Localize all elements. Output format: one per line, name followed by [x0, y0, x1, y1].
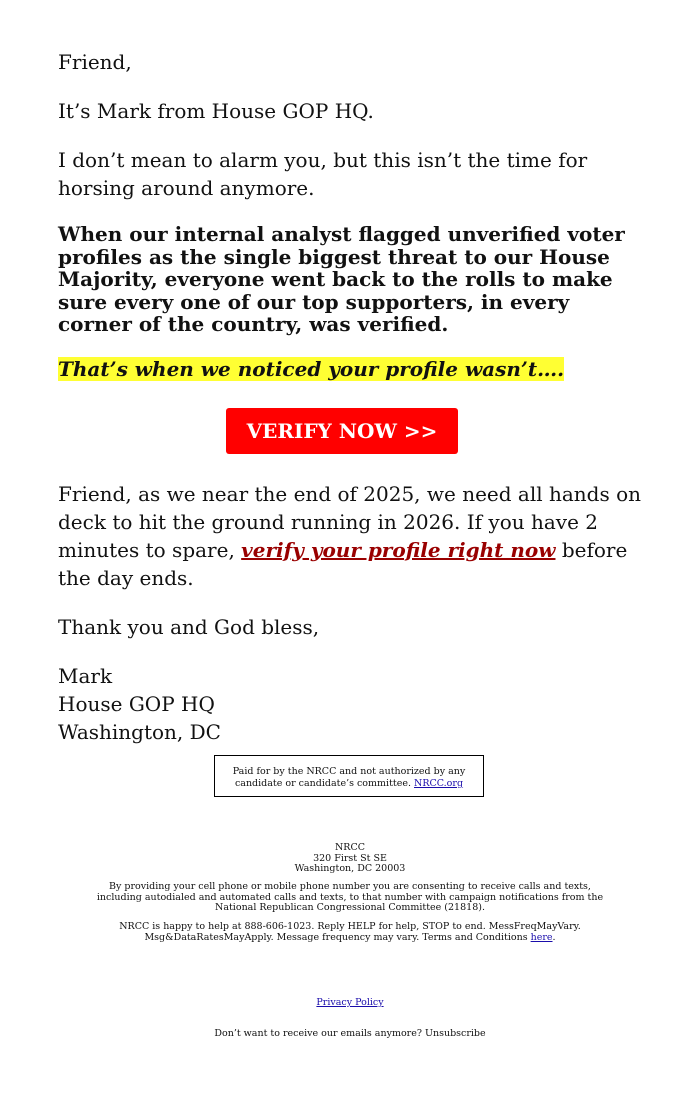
greeting: Friend, [58, 50, 132, 74]
cta-row [58, 408, 648, 454]
closing: Thank you and God bless, [58, 614, 320, 639]
highlight-paragraph [58, 356, 648, 382]
verify-profile-link[interactable]: verify your profile right now [241, 537, 556, 562]
email-body [58, 48, 648, 746]
signature-name: Mark [58, 663, 113, 688]
footer-street: 320 First St SE [313, 852, 387, 864]
footer-org: NRCC [334, 842, 365, 853]
body-before-link: Friend, as we near the end of 2025, we need all hands on deck to hit the ground running in 2026. If you have 2 minutes to spare, [58, 481, 642, 562]
privacy-policy-link[interactable]: Privacy Policy [316, 997, 384, 1008]
verify-now-button[interactable]: VERIFY NOW >> [226, 408, 459, 454]
body-after-link: before the day ends. [58, 537, 628, 590]
footer-city: Washington, DC 20003 [294, 863, 406, 874]
bold-paragraph: When our internal analyst flagged unverified voter profiles as the single biggest threat to our House Majority, everyone went back to the rolls to make sure every one of our top supporters, in every corner of the country, was verified. [58, 222, 625, 336]
privacy-row [90, 998, 610, 1009]
highlight-text: That’s when we noticed your profile wasn’t…. [58, 356, 565, 381]
consent-text: By providing your cell phone or mobile phone number you are consenting to receive calls and texts, including autodialed and automated calls and texts, to that number with campaign notifications from the National Republican Congressional Committee (21818). [96, 881, 604, 913]
body-paragraph [58, 480, 648, 592]
disclaimer-text: Paid for by the NRCC and not authorized by any candidate or candidate’s committee. [232, 766, 466, 789]
signature [58, 662, 648, 746]
terms-link[interactable]: here [530, 931, 553, 943]
nrcc-link[interactable]: NRCC.org [414, 778, 464, 789]
alarm-paragraph: I don’t mean to alarm you, but this isn’t the time for horsing around anymore. [58, 148, 588, 200]
footer-address [90, 843, 610, 875]
help-body: NRCC is happy to help at 888-606-1023. Reply HELP for help, STOP to end. MessFreqMayVary. Msg&DataRatesMayApply. Message frequency may vary. Terms and Conditions [119, 921, 581, 943]
help-end: . [552, 931, 556, 943]
help-text [90, 922, 610, 943]
signature-location: Washington, DC [58, 719, 221, 744]
paid-for-disclaimer [214, 755, 484, 797]
intro-paragraph: It’s Mark from House GOP HQ. [58, 99, 374, 123]
unsubscribe-text[interactable]: Don’t want to receive our emails anymore? Unsubscribe [214, 1028, 486, 1039]
signature-org: House GOP HQ [58, 691, 215, 716]
